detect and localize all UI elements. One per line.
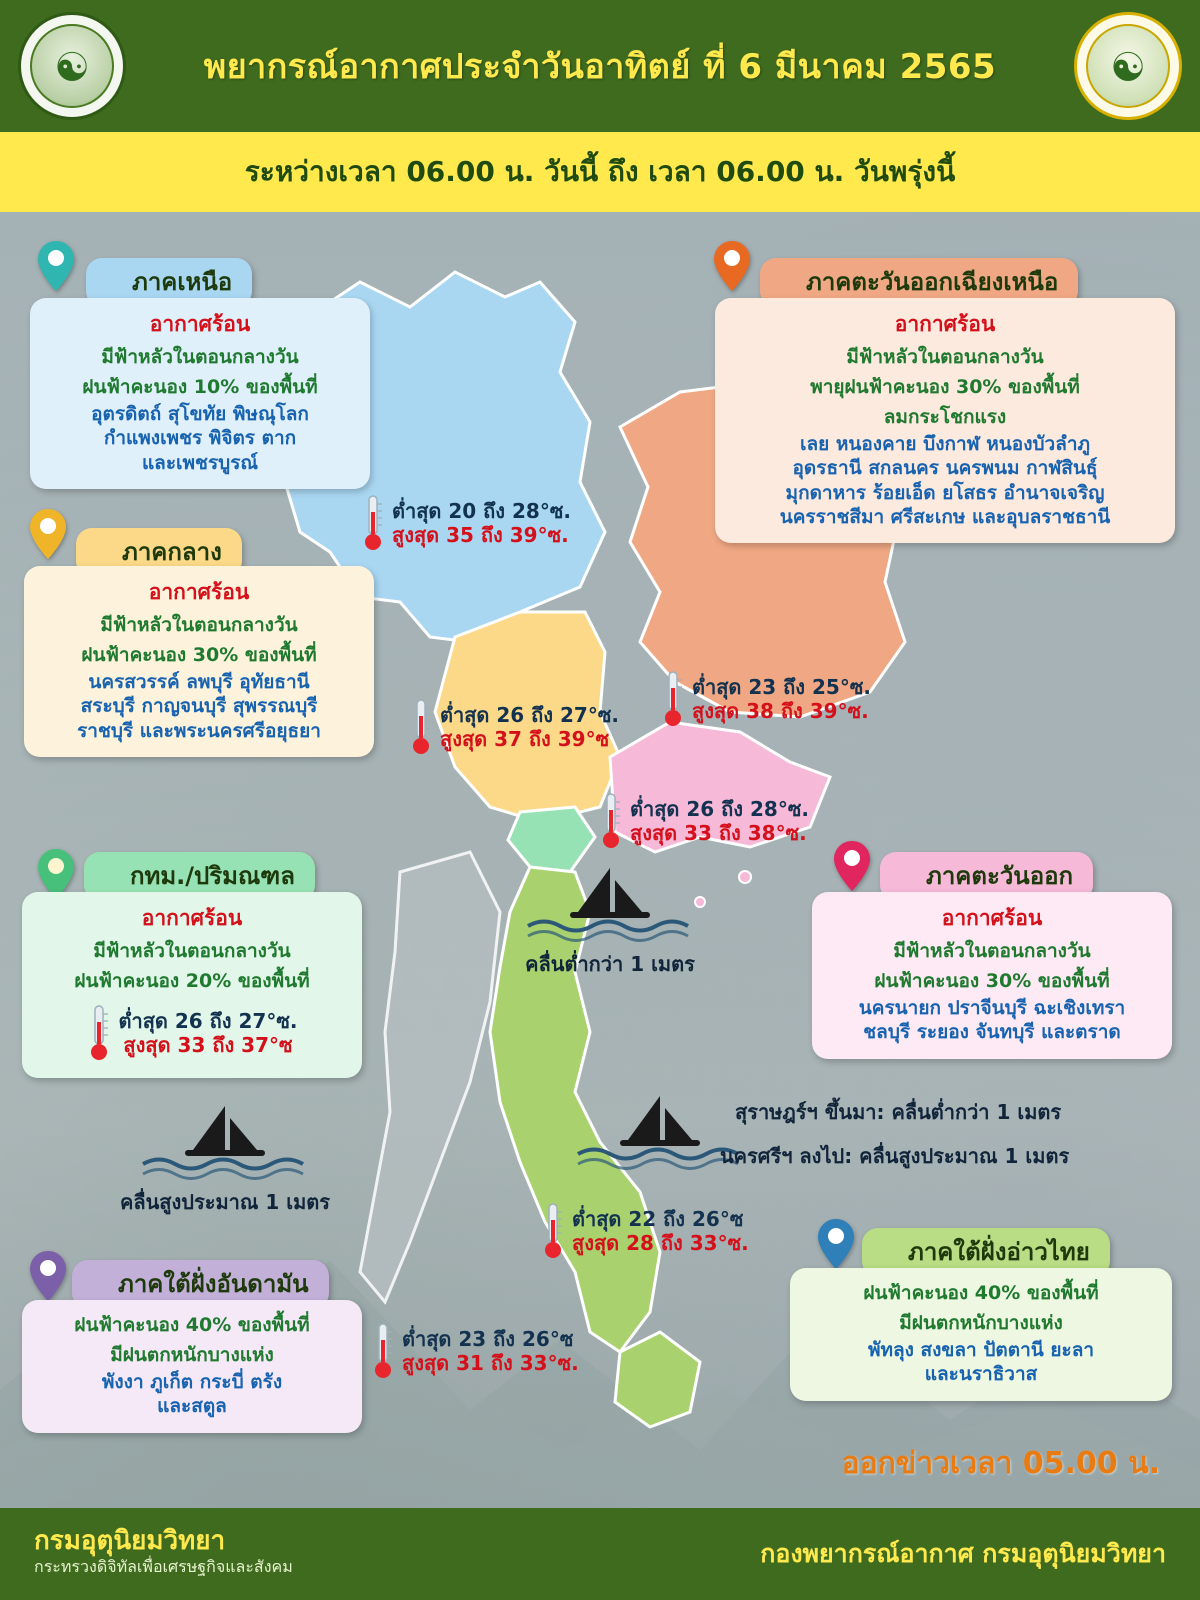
region-tag-east: ภาคตะวันออก	[880, 852, 1093, 901]
andaman-temp-max: สูงสุด 31 ถึง 33°ซ.	[402, 1351, 579, 1375]
page-title: พยากรณ์อากาศประจำวันอาทิตย์ ที่ 6 มีนาคม 2565	[203, 47, 997, 87]
map-region-far-south	[615, 1332, 700, 1427]
temp-block-northeast	[660, 668, 871, 730]
thermometer-icon	[370, 1320, 396, 1382]
thermometer-icon	[408, 696, 434, 758]
gulf-temp-min: ต่ำสุด 22 ถึง 26°ซ	[572, 1206, 744, 1231]
region-callout-north	[30, 298, 370, 489]
central-temp-min: ต่ำสุด 26 ถึง 27°ซ.	[440, 702, 620, 727]
region-tag-andaman: ภาคใต้ฝั่งอันดามัน	[72, 1260, 329, 1309]
east-line-1: ฝนฟ้าคะนอง 30% ของพื้นที่	[874, 970, 1110, 992]
east-temp-min: ต่ำสุด 26 ถึง 28°ซ.	[630, 796, 810, 821]
region-callout-andaman	[22, 1300, 362, 1433]
north-area-0: อุตรดิตถ์ สุโขทัย พิษณุโลก	[91, 403, 309, 425]
ne-area-3: นครราชสีมา ศรีสะเกษ และอุบลราชธานี	[779, 505, 1111, 528]
gulf-area-0: พัทลุง สงขลา ปัตตานี ยะลา	[867, 1339, 1095, 1361]
ne-temp-min: ต่ำสุด 23 ถึง 25°ซ.	[692, 674, 872, 699]
north-temp-max: สูงสุด 35 ถึง 39°ซ.	[392, 523, 569, 547]
temp-block-gulf	[540, 1200, 749, 1262]
andaman-line-0: ฝนฟ้าคะนอง 40% ของพื้นที่	[74, 1314, 310, 1336]
ne-area-0: เลย หนองคาย บึงกาฬ หนองบัวลำภู	[799, 433, 1091, 455]
footer-bar	[0, 1508, 1200, 1600]
central-headline: อากาศร้อน	[148, 580, 250, 604]
temp-block-central	[408, 696, 619, 758]
gulf-area-1: และนราธิวาส	[924, 1363, 1038, 1386]
central-area-1: สระบุรี กาญจนบุรี สุพรรณบุรี	[80, 695, 318, 718]
wave-label-gulf-upper: คลื่นต่ำกว่า 1 เมตร	[525, 952, 695, 976]
wave-block-andaman	[100, 1100, 350, 1218]
north-line-1: ฝนฟ้าคะนอง 10% ของพื้นที่	[82, 376, 318, 398]
logo-right	[1074, 12, 1182, 120]
region-callout-central	[24, 566, 374, 757]
bkk-line-1: ฝนฟ้าคะนอง 20% ของพื้นที่	[74, 970, 310, 992]
sailboat-icon	[520, 862, 700, 942]
ne-area-2: มุกดาหาร ร้อยเอ็ด ยโสธร อำนาจเจริญ	[785, 481, 1105, 504]
thermometer-icon	[360, 492, 386, 554]
region-tag-northeast: ภาคตะวันออกเฉียงเหนือ	[760, 258, 1078, 307]
central-line-1: ฝนฟ้าคะนอง 30% ของพื้นที่	[81, 644, 317, 666]
east-area-0: นครนายก ปราจีนบุรี ฉะเชิงเทรา	[858, 997, 1126, 1019]
bkk-temp-min: ต่ำสุด 26 ถึง 27°ซ.	[118, 1008, 298, 1033]
footer-organization: กรมอุตุนิยมวิทยา	[34, 1525, 226, 1556]
ne-line-0: มีฟ้าหลัวในตอนกลางวัน	[846, 346, 1044, 368]
gulf-temp-max: สูงสุด 28 ถึง 33°ซ.	[572, 1231, 749, 1255]
north-temp-min: ต่ำสุด 20 ถึง 28°ซ.	[392, 498, 572, 523]
central-temp-max: สูงสุด 37 ถึง 39°ซ	[440, 727, 610, 751]
deity-icon: ☯	[1110, 44, 1146, 91]
subheader-bar	[0, 132, 1200, 212]
north-line-0: มีฟ้าหลัวในตอนกลางวัน	[101, 346, 299, 368]
sailboat-icon	[135, 1100, 315, 1180]
sea-note-north: สุราษฎร์ฯ ขึ้นมา: คลื่นต่ำกว่า 1 เมตร	[735, 1100, 1062, 1124]
map-pin-north-icon	[36, 240, 76, 292]
ne-line-2: ลมกระโชกแรง	[883, 406, 1007, 428]
thermometer-icon	[540, 1200, 566, 1262]
east-temp-max: สูงสุด 33 ถึง 38°ซ.	[630, 821, 807, 845]
wave-block-gulf-upper	[500, 862, 720, 980]
map-island	[739, 871, 751, 883]
east-area-1: ชลบุรี ระยอง จันทบุรี และตราด	[863, 1021, 1121, 1044]
footer-department: กองพยากรณ์อากาศ กรมอุตุนิยมวิทยา	[760, 1539, 1166, 1568]
temp-block-andaman	[370, 1320, 579, 1382]
region-tag-gulf: ภาคใต้ฝั่งอ่าวไทย	[862, 1228, 1110, 1277]
header-bar	[0, 0, 1200, 132]
release-time: ออกข่าวเวลา 05.00 น.	[841, 1446, 1160, 1481]
region-callout-gulf	[790, 1268, 1172, 1401]
thermometer-icon	[660, 668, 686, 730]
logo-right-inner	[1086, 24, 1170, 108]
ne-headline: อากาศร้อน	[894, 312, 996, 336]
map-region-andaman-coast	[360, 852, 500, 1302]
bkk-headline: อากาศร้อน	[141, 906, 243, 930]
ne-line-1: พายุฝนฟ้าคะนอง 30% ของพื้นที่	[810, 376, 1080, 398]
map-pin-gulf-icon	[816, 1218, 856, 1270]
thermometer-icon	[86, 1002, 112, 1064]
central-area-2: ราชบุรี และพระนครศรีอยุธยา	[77, 719, 321, 742]
map-pin-andaman-icon	[28, 1250, 68, 1302]
andaman-line-1: มีฝนตกหนักบางแห่ง	[110, 1344, 274, 1366]
central-line-0: มีฟ้าหลัวในตอนกลางวัน	[100, 614, 298, 636]
gulf-line-0: ฝนฟ้าคะนอง 40% ของพื้นที่	[863, 1282, 1099, 1304]
ne-area-1: อุดรธานี สกลนคร นครพนม กาฬสินธุ์	[792, 457, 1098, 480]
andaman-temp-min: ต่ำสุด 23 ถึง 26°ซ	[402, 1326, 574, 1351]
region-tag-bangkok: กทม./ปริมณฑล	[84, 852, 315, 901]
map-pin-northeast-icon	[712, 240, 752, 292]
footer-ministry: กระทรวงดิจิทัลเพื่อเศรษฐกิจและสังคม	[34, 1557, 293, 1577]
north-area-1: กำแพงเพชร พิจิตร ตาก	[103, 427, 297, 450]
bkk-temp-max: สูงสุด 33 ถึง 37°ซ	[123, 1033, 293, 1057]
east-headline: อากาศร้อน	[941, 906, 1043, 930]
bkk-line-0: มีฟ้าหลัวในตอนกลางวัน	[93, 940, 291, 962]
central-area-0: นครสวรรค์ ลพบุรี อุทัยธานี	[88, 671, 310, 693]
east-line-0: มีฟ้าหลัวในตอนกลางวัน	[893, 940, 1091, 962]
north-area-2: และเพชรบูรณ์	[141, 451, 259, 474]
thermometer-icon	[598, 790, 624, 852]
region-tag-central: ภาคกลาง	[76, 528, 242, 577]
sea-note-south: นครศรีฯ ลงไป: คลื่นสูงประมาณ 1 เมตร	[720, 1144, 1070, 1168]
andaman-area-1: และสตูล	[157, 1395, 227, 1418]
wave-label-andaman: คลื่นสูงประมาณ 1 เมตร	[119, 1190, 331, 1214]
region-callout-east	[812, 892, 1172, 1059]
logo-left	[18, 12, 126, 120]
map-pin-central-icon	[28, 508, 68, 560]
region-callout-bangkok	[22, 892, 362, 1078]
map-pin-east-icon	[832, 840, 872, 892]
andaman-area-0: พังงา ภูเก็ต กระบี่ ตรัง	[101, 1371, 283, 1393]
gulf-line-1: มีฝนตกหนักบางแห่ง	[899, 1312, 1063, 1334]
deity-icon: ☯	[54, 44, 90, 91]
ne-temp-max: สูงสุด 38 ถึง 39°ซ.	[692, 699, 869, 723]
forecast-period: ระหว่างเวลา 06.00 น. วันนี้ ถึง เวลา 06.00 น. วันพรุ่งนี้	[244, 155, 956, 188]
region-tag-north: ภาคเหนือ	[86, 258, 252, 307]
north-headline: อากาศร้อน	[149, 312, 251, 336]
region-callout-northeast	[715, 298, 1175, 543]
temp-block-north	[360, 492, 571, 554]
temp-block-east	[598, 790, 809, 852]
logo-left-inner	[30, 24, 114, 108]
